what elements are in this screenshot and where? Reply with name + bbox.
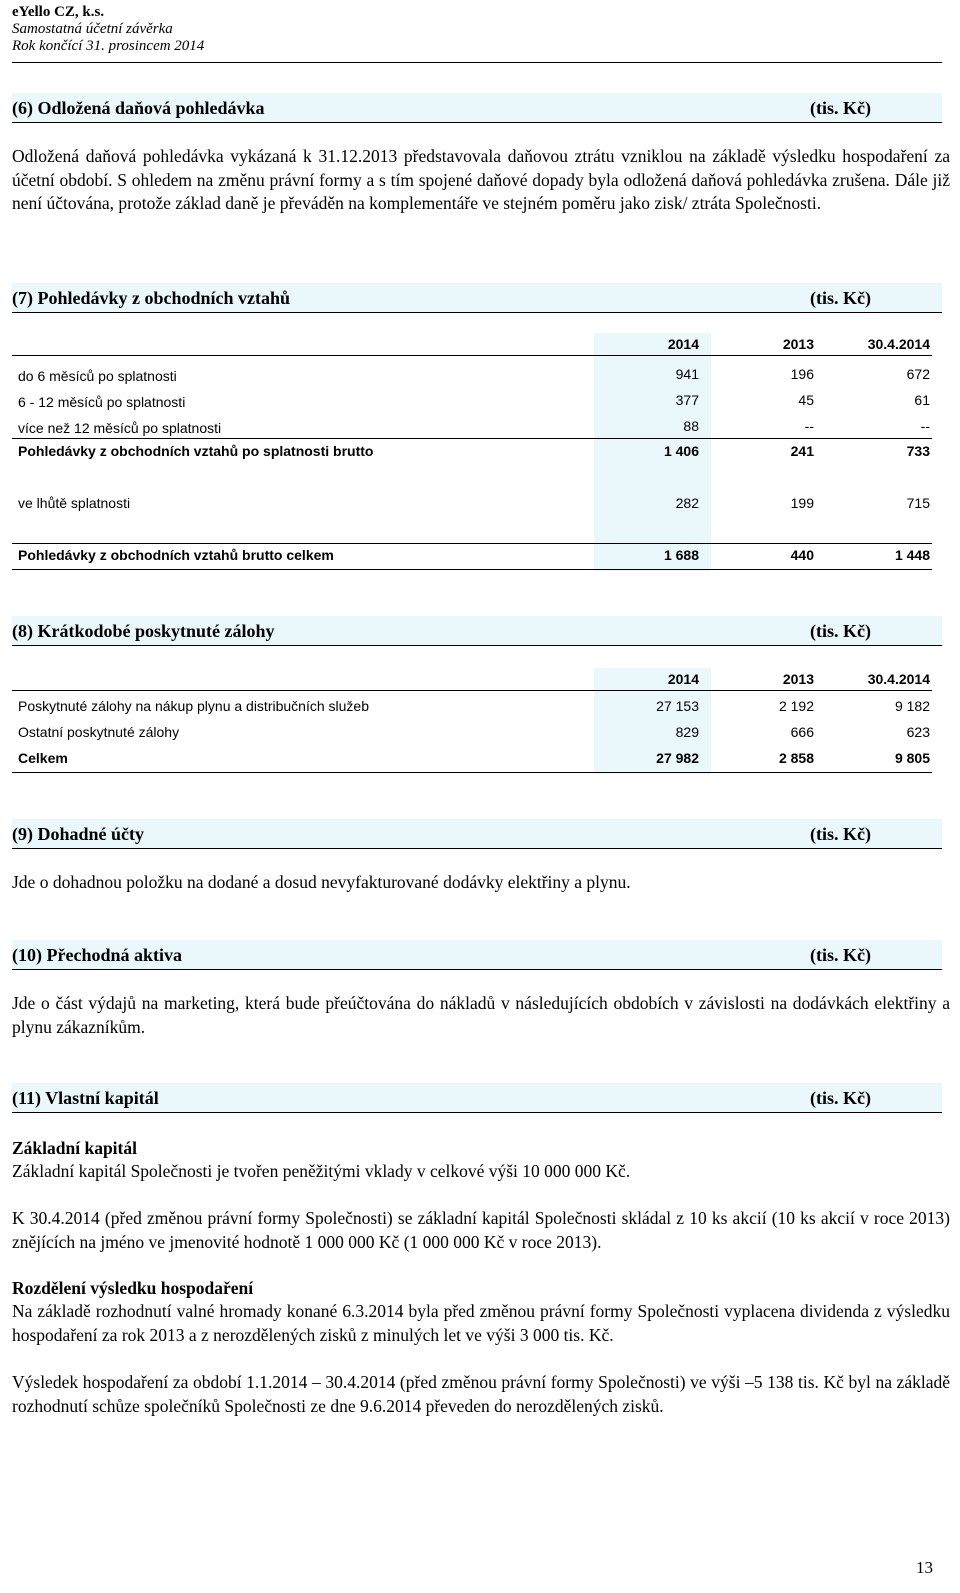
cell-30-4-2014: 715	[906, 495, 930, 511]
report-period: Rok končící 31. prosincem 2014	[12, 38, 205, 54]
subheading-profit-distribution: Rozdělení výsledku hospodaření	[12, 1278, 254, 1298]
cell-2014: 1 406	[663, 443, 699, 459]
row-label: Poskytnuté zálohy na nákup plynu a distribučních služeb	[18, 698, 369, 714]
cell-30-4-2014: 672	[906, 366, 930, 382]
cell-30-4-2014: 61	[914, 392, 930, 408]
cell-2013: 45	[798, 392, 814, 408]
section-11-unit: (tis. Kč)	[810, 1088, 871, 1108]
year-col-1: 2014	[667, 671, 699, 687]
section-6-text: Odložená daňová pohledávka vykázaná k 31.12.2013 představovala daňovou ztrátu vzniklou na základě výsledku hospodaření za účetní období. S ohledem na změnu právní formy a s tím spojené daňové dopady byla odložená daňová pohledávka zrušena. Dále již není účtována, protože základ daně je převáděn na komplementáře ve stejném poměru jako zisk/ ztráta Společnosti.	[12, 146, 950, 213]
cell-2013: 666	[790, 724, 814, 740]
table-row-total	[12, 750, 942, 770]
share-capital-text: Základní kapitál Společnosti je tvořen peněžitými vklady v celkové výši 10 000 000 Kč.	[12, 1161, 631, 1181]
subheading-share-capital: Základní kapitál	[12, 1138, 137, 1158]
section-10-text: Jde o část výdajů na marketing, která bude přeúčtována do nákladů v následujících obdobích v závislosti na dodávkách elektřiny a plynu zákazníkům.	[12, 993, 950, 1037]
row-label: Ostatní poskytnuté zálohy	[18, 724, 180, 740]
section-9-text: Jde o dohadnou položku na dodané a dosud nevyfakturované dodávky elektřiny a plynu.	[12, 872, 631, 892]
cell-2014: 88	[683, 418, 699, 434]
row-label: Celkem	[18, 750, 68, 766]
section-6-unit: (tis. Kč)	[810, 98, 871, 118]
cell-2013: 440	[790, 547, 814, 563]
cell-30-4-2014: 9 805	[894, 750, 930, 766]
table-year-header	[12, 668, 932, 691]
bottom-rule	[12, 569, 932, 570]
receivables-table	[12, 333, 942, 573]
table-row	[12, 724, 942, 744]
row-label: ve lhůtě splatnosti	[18, 495, 131, 511]
cell-2013: 2 858	[778, 750, 814, 766]
section-9-title: (9) Dohadné účty	[12, 824, 145, 844]
table-row-subtotal	[12, 443, 942, 463]
section-10-title: (10) Přechodná aktiva	[12, 945, 182, 965]
share-capital-detail-text: K 30.4.2014 (před změnou právní formy Společnosti) se základní kapitál Společnosti skládal z 10 ks akcií (10 ks akcií v roce 2013) znějících na jméno ve jmenovité hodnotě 1 000 000 Kč (1 000 000 Kč v roce 2013).	[12, 1208, 950, 1252]
total-rule	[12, 543, 932, 544]
cell-2013: --	[804, 418, 814, 434]
table-row-total	[12, 547, 942, 567]
cell-30-4-2014: --	[920, 418, 930, 434]
page-number: 13	[916, 1558, 933, 1577]
cell-2013: 241	[790, 443, 814, 459]
section-10-unit: (tis. Kč)	[810, 945, 871, 965]
section-7-title: (7) Pohledávky z obchodních vztahů	[12, 288, 291, 308]
cell-2014: 27 982	[656, 750, 699, 766]
cell-30-4-2014: 9 182	[894, 698, 930, 714]
cell-2013: 196	[790, 366, 814, 382]
page-header	[12, 4, 204, 55]
section-6-header	[12, 93, 942, 123]
section-7-unit: (tis. Kč)	[810, 288, 871, 308]
section-11-header	[12, 1083, 942, 1113]
section-6-title: (6) Odložená daňová pohledávka	[12, 98, 265, 118]
table-row	[12, 392, 942, 412]
bottom-rule	[12, 772, 932, 773]
subtotal-rule	[12, 438, 932, 439]
section-8-title: (8) Krátkodobé poskytnuté zálohy	[12, 621, 275, 641]
row-label: Pohledávky z obchodních vztahů po splatnosti brutto	[18, 443, 374, 459]
table-row	[12, 366, 942, 386]
advances-table	[12, 668, 942, 778]
cell-30-4-2014: 733	[906, 443, 930, 459]
cell-30-4-2014: 623	[906, 724, 930, 740]
year-col-2: 2013	[782, 671, 814, 687]
result-transfer-text: Výsledek hospodaření za období 1.1.2014 – 30.4.2014 (před změnou právní formy Společnosti) ve výši –5 138 tis. Kč byl na základě rozhodnutí schůze společníků Společnosti ze dne 9.6.2014 převeden do nerozdělených zisků.	[12, 1372, 950, 1416]
section-11-title: (11) Vlastní kapitál	[12, 1088, 159, 1108]
year-col-3: 30.4.2014	[867, 671, 930, 687]
row-label: 6 - 12 měsíců po splatnosti	[18, 394, 186, 410]
row-label: do 6 měsíců po splatnosti	[18, 368, 177, 384]
table-row	[12, 698, 942, 718]
company-name: eYello CZ, k.s.	[12, 4, 105, 20]
section-8-header	[12, 616, 942, 646]
report-subtitle: Samostatná účetní závěrka	[12, 21, 173, 37]
cell-2014: 377	[675, 392, 699, 408]
cell-2014: 1 688	[663, 547, 699, 563]
section-9-header	[12, 819, 942, 849]
table-row	[12, 495, 942, 515]
cell-2014: 282	[675, 495, 699, 511]
table-row	[12, 418, 942, 438]
cell-2014: 941	[675, 366, 699, 382]
year-col-2: 2013	[782, 336, 814, 352]
section-7-header	[12, 283, 942, 313]
cell-2014: 27 153	[656, 698, 699, 714]
dividend-text: Na základě rozhodnutí valné hromady konané 6.3.2014 byla před změnou právní formy Společnosti vyplacena dividenda z výsledku hospodaření za rok 2013 a z nerozdělených zisků z minulých let ve výši 3 000 tis. Kč.	[12, 1301, 950, 1345]
section-8-unit: (tis. Kč)	[810, 621, 871, 641]
cell-30-4-2014: 1 448	[894, 547, 930, 563]
header-rule	[12, 62, 942, 63]
cell-2014: 829	[675, 724, 699, 740]
row-label: Pohledávky z obchodních vztahů brutto celkem	[18, 547, 334, 563]
row-label: více než 12 měsíců po splatnosti	[18, 420, 222, 436]
cell-2013: 2 192	[778, 698, 814, 714]
year-col-3: 30.4.2014	[867, 336, 930, 352]
section-10-header	[12, 940, 942, 970]
cell-2013: 199	[790, 495, 814, 511]
year-col-1: 2014	[667, 336, 699, 352]
section-9-unit: (tis. Kč)	[810, 824, 871, 844]
table-year-header	[12, 333, 932, 356]
